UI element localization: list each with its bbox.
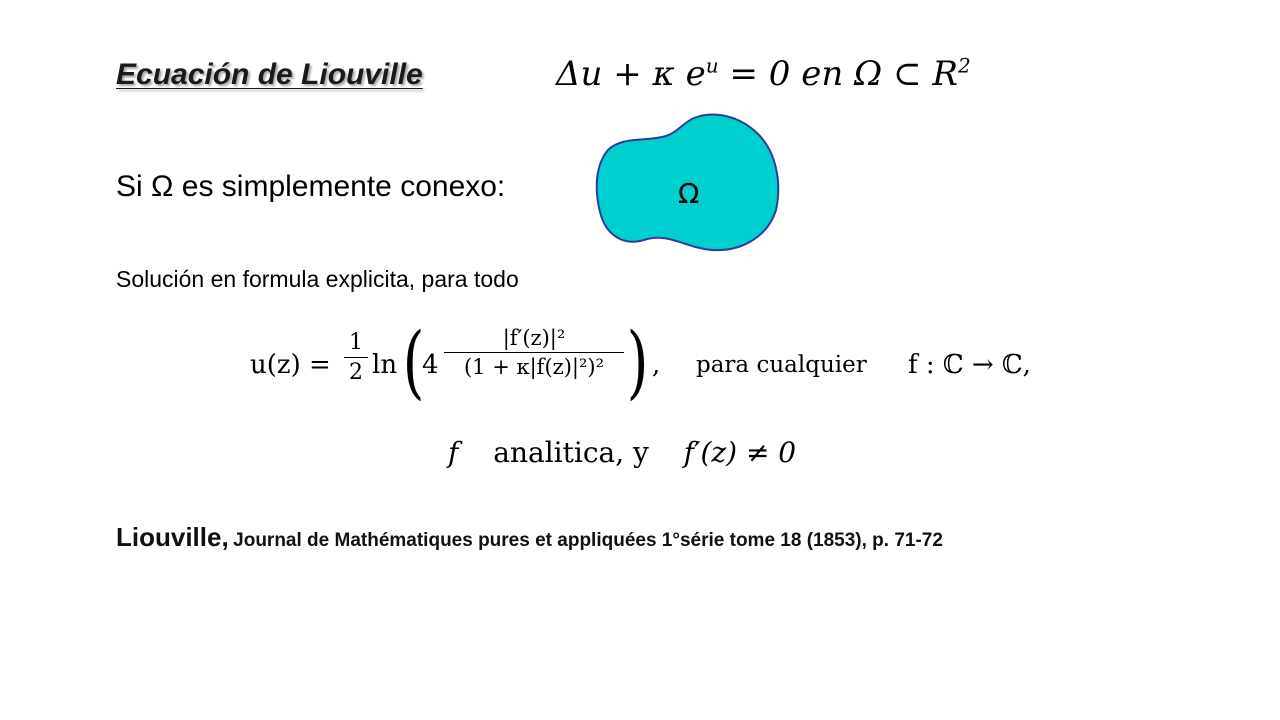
liouville-equation: [556, 54, 971, 94]
formula-map: f : ℂ → ℂ,: [908, 350, 1031, 380]
explicit-formula: [250, 315, 1070, 412]
left-paren: (: [402, 315, 425, 408]
condition-f: f: [448, 436, 459, 469]
slide-title: Ecuación de Liouville: [116, 58, 423, 91]
citation-author: Liouville,: [116, 522, 229, 552]
formula-half-fraction: [344, 330, 368, 385]
condition-neq: f′(z) ≠ 0: [683, 436, 797, 469]
solution-text: Solución en formula explicita, para todo: [116, 266, 519, 292]
formula-comma: ,: [652, 350, 661, 380]
citation-journal: Journal de Mathématiques pures et appliquées 1°série tome 18 (1853), p. 71-72: [233, 530, 943, 551]
equation-exponent: u: [705, 53, 719, 78]
equation-middle: = 0 en Ω ⊂ R: [718, 54, 958, 94]
formula-four: 4: [422, 350, 439, 380]
formula-para: para cualquier: [696, 352, 867, 378]
fraction-bar: [344, 357, 368, 358]
equation-power: 2: [957, 53, 971, 78]
formula-lhs: u(z) =: [250, 350, 331, 380]
main-numerator: |f′(z)|²: [502, 326, 566, 350]
half-numerator: 1: [349, 330, 363, 355]
main-denominator: (1 + κ|f(z)|²)²: [463, 355, 605, 379]
citation: [116, 522, 943, 553]
right-paren: ): [626, 315, 649, 408]
condition-analitica: analitica, y: [493, 436, 649, 469]
fraction-bar: [444, 352, 624, 353]
equation-left: Δu + κ e: [556, 54, 706, 94]
conexo-text: Si Ω es simplemente conexo:: [116, 170, 506, 203]
formula-main-fraction: [444, 326, 624, 379]
domain-label: Ω: [678, 177, 700, 210]
analytic-condition: [448, 436, 796, 469]
formula-ln: ln: [372, 350, 398, 380]
half-denominator: 2: [349, 360, 363, 385]
